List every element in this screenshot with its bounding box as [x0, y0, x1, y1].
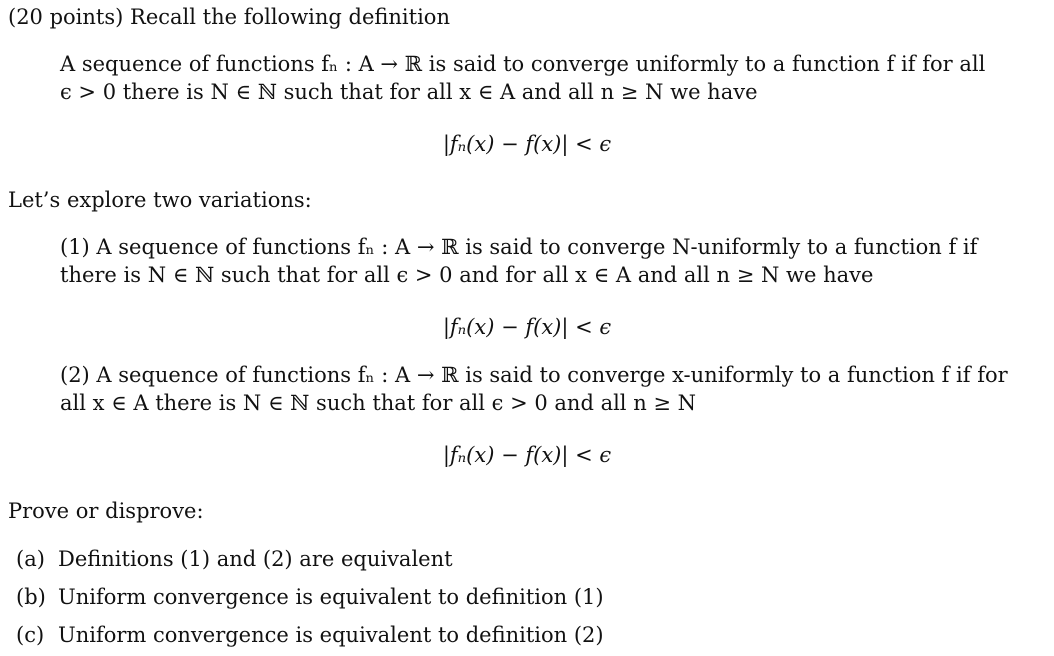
question-label: (b) — [16, 585, 46, 609]
question-label: (c) — [16, 623, 45, 647]
variation-1-line-1: (1) A sequence of functions fₙ : A → ℝ is said to converge N-uniformly to a function f if — [60, 235, 978, 259]
variation-2-line-1: (2) A sequence of functions fₙ : A → ℝ is said to converge x-uniformly to a function f if for — [60, 363, 1008, 387]
question-item-b — [16, 578, 604, 616]
question-item-c — [16, 616, 604, 654]
question-item-a — [16, 540, 604, 578]
question-text: Uniform convergence is equivalent to definition (1) — [58, 585, 604, 609]
variation-1-formula: |fₙ(x) − f(x)| < ϵ — [442, 315, 612, 339]
question-text: Uniform convergence is equivalent to definition (2) — [58, 623, 604, 647]
definition-line-2: ϵ > 0 there is N ∈ ℕ such that for all x ∈ A and all n ≥ N we have — [60, 80, 758, 104]
definition-line-1: A sequence of functions fₙ : A → ℝ is said to converge uniformly to a function f if for all — [60, 52, 986, 76]
question-list — [16, 540, 604, 654]
prove-text: Prove or disprove: — [8, 499, 204, 523]
variation-2-formula: |fₙ(x) − f(x)| < ϵ — [442, 443, 612, 467]
variation-2-block — [60, 361, 1050, 417]
question-text: Definitions (1) and (2) are equivalent — [58, 547, 453, 571]
question-label: (a) — [16, 547, 45, 571]
variation-2-line-2: all x ∈ A there is N ∈ ℕ such that for all ϵ > 0 and all n ≥ N — [60, 391, 697, 415]
explore-text: Let’s explore two variations: — [8, 188, 312, 212]
definition-block — [60, 50, 1050, 106]
definition-formula: |fₙ(x) − f(x)| < ϵ — [442, 132, 612, 156]
variation-1-block — [60, 233, 1050, 289]
variation-1-line-2: there is N ∈ ℕ such that for all ϵ > 0 and for all x ∈ A and all n ≥ N we have — [60, 263, 874, 287]
intro-text: (20 points) Recall the following definition — [8, 5, 450, 29]
